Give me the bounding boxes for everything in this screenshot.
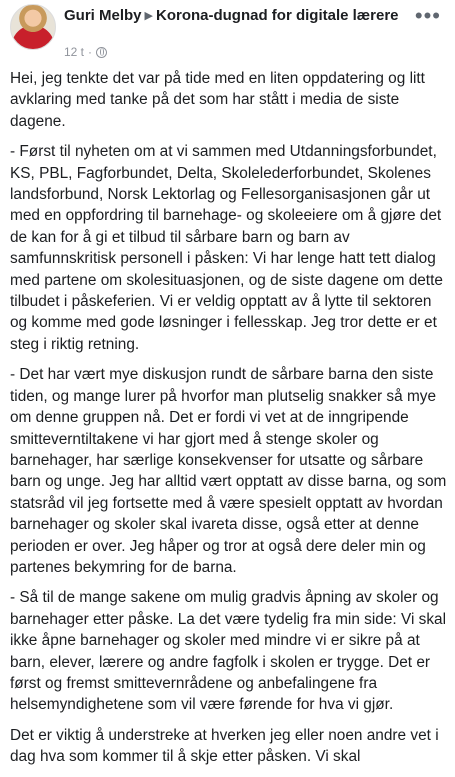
post-paragraph: Hei, jeg tenkte det var på tide med en liten oppdatering og litt avklaring med tanke på det som har stått i media de siste dagene. <box>10 70 425 130</box>
post-timestamp[interactable]: 12 t <box>64 45 85 59</box>
globe-icon <box>96 47 107 58</box>
post-title <box>64 6 404 26</box>
author-avatar[interactable] <box>10 4 56 50</box>
more-options-icon[interactable]: ••• <box>414 3 441 28</box>
post-header <box>0 0 455 62</box>
post-paragraph: - Så til de mange sakene om mulig gradvis åpning av skoler og barnehager etter påske. La det være tydelig fra min side: Vi skal ikke åpne barnehager og skoler med mindre vi er sikre på at barn, elever, lærere og andre fagfolk i skolen er trygge. Det er først og fremst smittevernrådene og anbefalingene fra helsemyndighetene som vil være førende for hva vi gjør. <box>10 589 447 714</box>
group-name[interactable]: Korona-dugnad for digitale lærere <box>155 7 399 24</box>
post-paragraph: - Det har vært mye diskusjon rundt de sårbare barna den siste tiden, og mange lurer på hvorfor man plutselig snakker så mye om denne gruppen nå. Det er fordi vi vet at de inngripende smitteverntiltakene vi har gjort med å stenge skoler og barnehager, har særlige konsekvenser for utsatte og sårbare barn og unge. Jeg har alltid vært opptatt av disse barna, og som statsråd vil jeg fortsette med å være spesielt opptatt av hvordan barnehager og skoler skal ivareta disse, også etter at denne perioden er over. Jeg håper og tror at også dere deler min og partenes bekymring for de barna. <box>10 366 447 576</box>
post-paragraph: - Først til nyheten om at vi sammen med Utdanningsforbundet, KS, PBL, Fagforbundet, Delta, Skolelederforbundet, Skolenes landsforbund, Norsk Lektorlag og Fellesorganisasjonen går ut med en oppfordring til barnehage- og skoleeiere om å gjøre det de kan for å gi et tilbud til sårbare barn og barn av samfunnskritisk personell i påsken: Vi har lenge hatt tett dialog med partene om skolesituasjonen, og de siste dagene om dette tilbudet i påskeferien. Vi er veldig opptatt av å lytte til sektoren og komme med gode løsninger i fellesskap. Jeg tror dette er et steg i riktig retning. <box>10 143 443 353</box>
author-name[interactable]: Guri Melby <box>64 7 142 24</box>
post-paragraph: Det er viktig å understreke at hverken jeg eller noen andre vet i dag hva som kommer til å skje etter påsken. Vi skal <box>10 726 439 766</box>
meta-separator: · <box>88 45 93 59</box>
caret-right-icon: ▶ <box>144 10 153 22</box>
post-body <box>10 68 448 777</box>
post-meta <box>64 45 107 59</box>
